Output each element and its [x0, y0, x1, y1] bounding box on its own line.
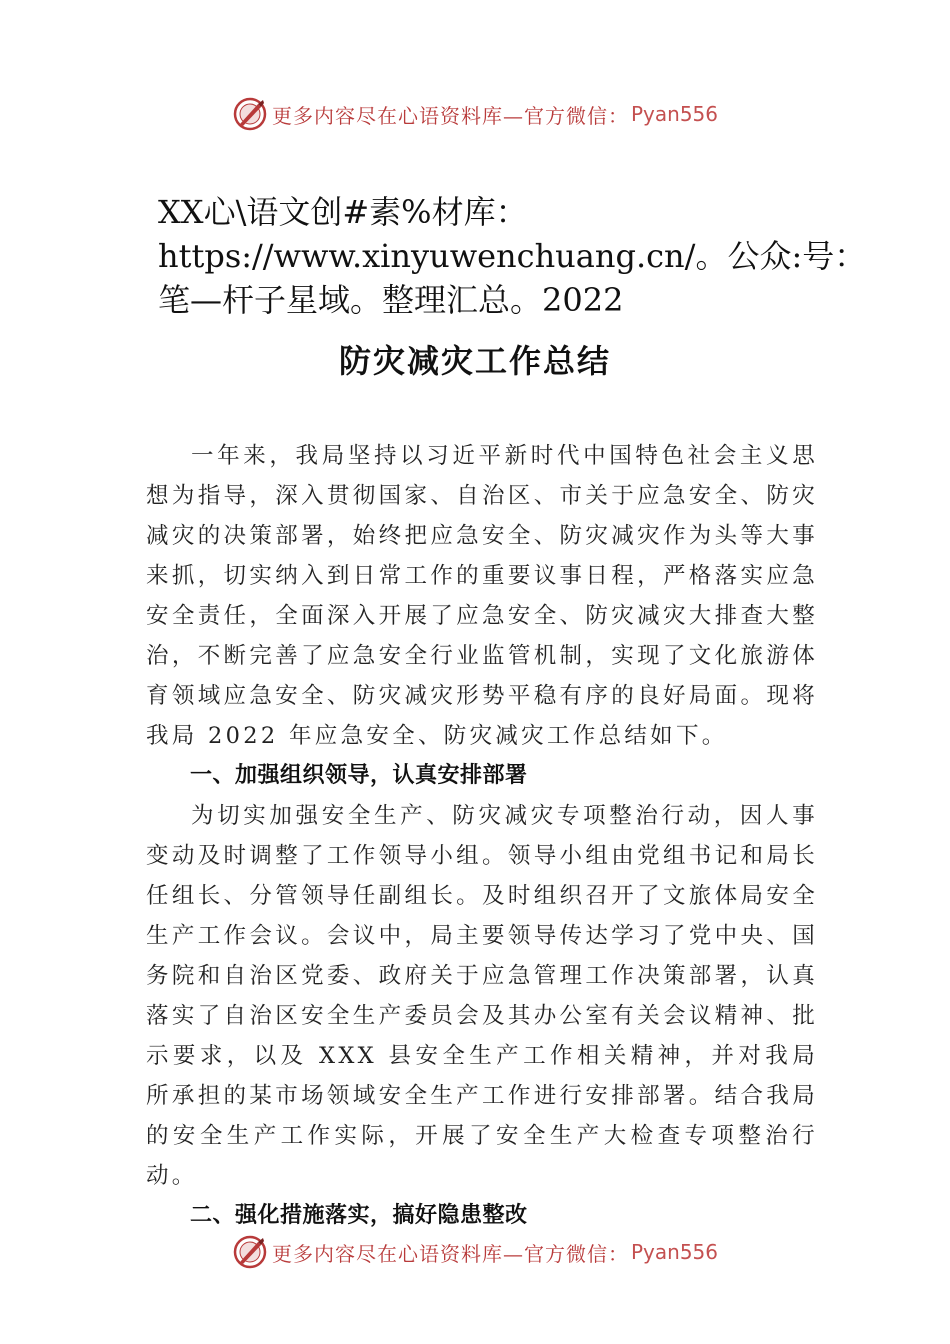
banner-account: Pyan556	[630, 102, 718, 126]
bottom-banner	[0, 1232, 950, 1272]
section-1-paragraph: 为切实加强安全生产、防灾减灾专项整治行动，因人事变动及时调整了工作领导小组。领导小组由党组书记和局长任组长、分管领导任副组长。及时组织召开了文旅体局安全生产工作会议。会议中，局主要领导传达学习了党中央、国务院和自治区党委、政府关于应急管理工作决策部署，认真落实了自治区安全生产委员会及其办公室有关会议精神、批示要求，以及 XXX 县安全生产工作相关精神，并对我局所承担的某市场领域安全生产工作进行安排部署。结合我局的安全生产工作实际，开展了安全生产大检查专项整治行动。	[146, 803, 818, 1189]
header-line-1: XX心\语文创#素%材库：	[158, 193, 528, 231]
top-banner	[0, 94, 950, 134]
section-1-heading: 一、加强组织领导，认真安排部署	[190, 763, 528, 788]
source-header	[158, 190, 867, 322]
document-title: 防灾减灾工作总结	[338, 342, 611, 380]
quill-seal-icon	[232, 1234, 268, 1270]
banner-account: Pyan556	[630, 1240, 718, 1264]
intro-paragraph: 一年来，我局坚持以习近平新时代中国特色社会主义思想为指导，深入贯彻国家、自治区、市关于应急安全、防灾减灾的决策部署，始终把应急安全、防灾减灾作为头等大事来抓，切实纳入到日常工作的重要议事日程，严格落实应急安全责任，全面深入开展了应急安全、防灾减灾大排查大整治，不断完善了应急安全行业监管机制，实现了文化旅游体育领域应急安全、防灾减灾形势平稳有序的良好局面。现将我局 2022 年应急安全、防灾减灾工作总结如下。	[146, 443, 818, 749]
banner-text: 更多内容尽在心语资料库—官方微信：	[271, 103, 629, 128]
quill-seal-icon	[232, 96, 268, 132]
header-line-2: https://www.xinyuwenchuang.cn/。公众:号：	[158, 237, 867, 275]
section-2-heading: 二、强化措施落实，搞好隐患整改	[190, 1203, 528, 1228]
header-line-3: 笔—杆子星域。整理汇总。2022	[158, 281, 624, 319]
banner-text: 更多内容尽在心语资料库—官方微信：	[271, 1241, 629, 1266]
document-body	[146, 436, 818, 1236]
